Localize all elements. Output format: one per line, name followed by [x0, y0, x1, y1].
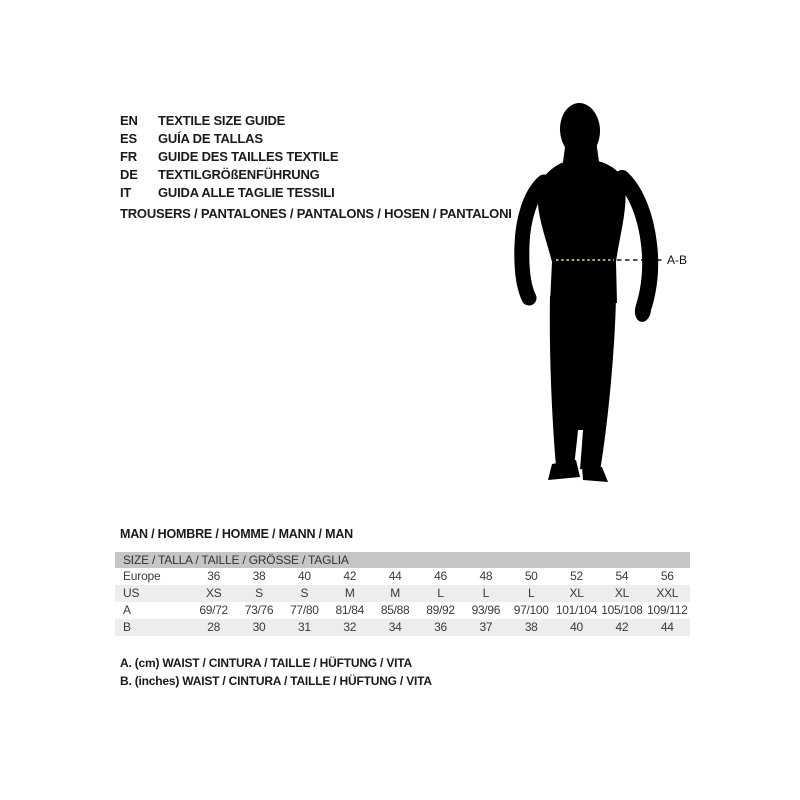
- size-cell: 109/112: [647, 603, 688, 617]
- size-cell: 38: [252, 569, 266, 583]
- size-cell: 97/100: [513, 603, 549, 617]
- size-cell: 37: [479, 620, 493, 634]
- language-row: [120, 166, 338, 184]
- size-cell: XL: [614, 586, 629, 600]
- size-cell: 81/84: [335, 603, 365, 617]
- size-cell: 52: [570, 569, 583, 583]
- size-cell: 30: [252, 620, 266, 634]
- size-cell: 50: [524, 569, 538, 583]
- language-row: [120, 130, 338, 148]
- lang-label: GUÍA DE TALLAS: [158, 131, 263, 146]
- lang-label: TEXTILGRÖßENFÜHRUNG: [158, 167, 320, 182]
- lang-code: EN: [120, 113, 138, 128]
- size-cell: 77/80: [290, 603, 319, 617]
- size-cell: 44: [388, 569, 402, 583]
- footnote-b: B. (inches) WAIST / CINTURA / TAILLE / HÜFTUNG / VITA: [120, 674, 432, 688]
- lang-label: GUIDA ALLE TAGLIE TESSILI: [158, 185, 335, 200]
- size-cell: 46: [434, 569, 447, 583]
- size-cell: L: [482, 586, 490, 600]
- table-row-a-cm: [115, 602, 690, 619]
- size-cell: 101/104: [555, 603, 598, 617]
- size-cell: 40: [570, 620, 583, 634]
- size-table-header: SIZE / TALLA / TAILLE / GRÖSSE / TAGLIA: [115, 552, 690, 568]
- size-cell: 28: [207, 620, 221, 634]
- size-cell: XS: [205, 586, 222, 600]
- footnotes: [120, 654, 432, 690]
- row-label: B: [123, 620, 131, 634]
- language-row: [120, 184, 338, 202]
- lang-code: FR: [120, 149, 137, 164]
- language-row: [120, 112, 338, 130]
- size-cell: 56: [660, 569, 674, 583]
- size-table: [115, 552, 690, 636]
- man-silhouette-figure: [490, 98, 710, 518]
- lang-label: TEXTILE SIZE GUIDE: [158, 113, 286, 128]
- size-cell: 69/72: [199, 603, 228, 617]
- section-title: MAN / HOMBRE / HOMME / MANN / MAN: [120, 527, 353, 541]
- right-foot-shape: [582, 467, 608, 482]
- size-cell: 44: [660, 620, 674, 634]
- size-cell: L: [528, 586, 535, 600]
- footnote-a: A. (cm) WAIST / CINTURA / TAILLE / HÜFTUNG / VITA: [120, 656, 412, 670]
- legs-shape: [550, 296, 616, 471]
- measure-label: A-B: [667, 253, 688, 267]
- size-cell: 89/92: [426, 603, 455, 617]
- size-cell: 36: [207, 569, 221, 583]
- size-cell: 93/96: [471, 603, 501, 617]
- size-cell: 31: [298, 620, 311, 634]
- size-cell: 73/76: [244, 603, 274, 617]
- row-label: Europe: [123, 569, 161, 583]
- size-cell: S: [255, 586, 263, 600]
- lang-code: IT: [120, 185, 132, 200]
- table-row-b-inches: [115, 619, 690, 636]
- size-cell: 54: [615, 569, 629, 583]
- size-cell: XL: [569, 586, 584, 600]
- language-row: [120, 148, 338, 166]
- size-cell: XXL: [656, 586, 679, 600]
- size-cell: 38: [524, 620, 538, 634]
- category-title: TROUSERS / PANTALONES / PANTALONS / HOSEN / PANTALONI: [120, 206, 512, 221]
- size-cell: 36: [434, 620, 447, 634]
- size-cell: 85/88: [380, 603, 410, 617]
- size-cell: 105/108: [601, 603, 643, 617]
- size-cell: M: [390, 586, 400, 600]
- size-cell: M: [344, 586, 355, 600]
- size-cell: 42: [343, 569, 357, 583]
- man-silhouette-icon: [490, 98, 710, 518]
- language-list: [120, 112, 338, 202]
- size-cell: L: [437, 586, 444, 600]
- table-row-us: [115, 585, 690, 602]
- size-cell: S: [300, 586, 309, 600]
- lang-code: DE: [120, 167, 138, 182]
- size-cell: 34: [388, 620, 402, 634]
- size-cell: 42: [615, 620, 629, 634]
- size-cell: 48: [479, 569, 493, 583]
- row-label: A: [123, 603, 131, 617]
- left-foot-shape: [548, 460, 580, 480]
- lang-label: GUIDE DES TAILLES TEXTILE: [158, 149, 339, 164]
- row-label: US: [123, 586, 140, 600]
- lang-code: ES: [120, 131, 137, 146]
- size-cell: 40: [298, 569, 311, 583]
- size-cell: 32: [343, 620, 357, 634]
- right-arm-shape: [622, 178, 650, 306]
- table-row-europe: [115, 568, 690, 585]
